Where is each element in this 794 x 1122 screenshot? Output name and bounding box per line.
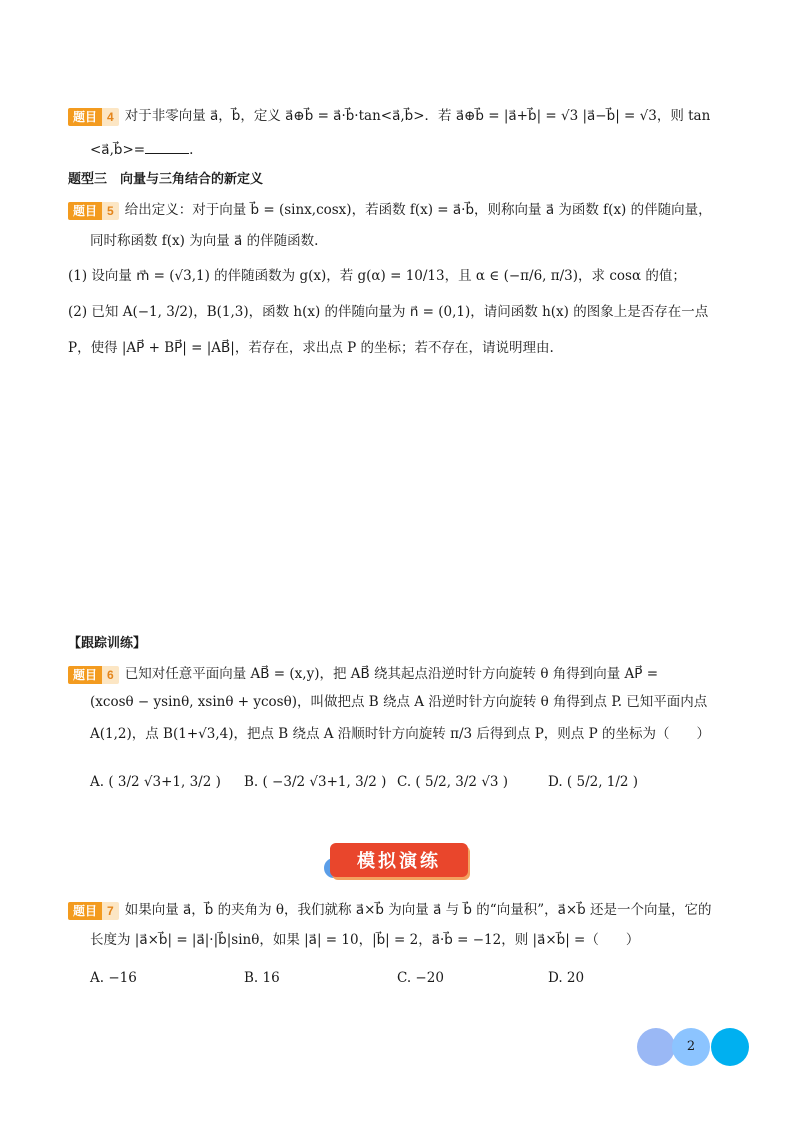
question-tag: 题目 5 [68,202,119,220]
question-4-line1: 对于非零向量 a⃗，b⃗，定义 a⃗⊕b⃗ = a⃗·b⃗·tan<a⃗,b⃗>．若 a⃗⊕b⃗ = |a⃗+b⃗| = √3 |a⃗−b⃗| = √3，则 tan [124,108,711,124]
question-tag: 题目 4 [68,108,119,126]
question-6-line2: (xcosθ − ysinθ, xsinθ + ycosθ)，叫做把点 B 绕点 A 沿逆时针方向旋转 θ 角得到点 P. 已知平面内点 [90,694,708,710]
page-circle-right [711,1028,749,1066]
question-tag: 题目 6 [68,666,119,684]
option-c[interactable]: C. ( 5/2, 3/2 √3 ) [397,774,509,790]
question-6-line1: 已知对任意平面向量 AB⃗ = (x,y)，把 AB⃗ 绕其起点沿逆时针方向旋转 θ 角得到向量 AP⃗ = [124,666,659,682]
question-5-part2-line1: (2) 已知 A(−1, 3/2)，B(1,3)，函数 h(x) 的伴随向量为 n⃗ = (0,1)，请问函数 h(x) 的图象上是否存在一点 [68,304,709,320]
option-b[interactable]: B. ( −3/2 √3+1, 3/2 ) [244,774,387,790]
option-d[interactable]: D. 20 [548,970,585,986]
question-5-part2-line2: P，使得 |AP⃗ + BP⃗| = |AB⃗|，若存在，求出点 P 的坐标；若不存在，请说明理由. [68,340,554,356]
question-5-line2: 同时称函数 f(x) 为向量 a⃗ 的伴随函数. [90,233,319,249]
question-4 [68,106,710,126]
question-5 [68,200,712,220]
practice-banner: 模拟演练 [330,843,468,877]
question-5-part1: (1) 设向量 m⃗ = (√3,1) 的伴随函数为 g(x)，若 g(α) = 10/13，且 α ∈ (−π/6, π/3)，求 cosα 的值； [68,268,686,284]
question-6 [68,664,658,684]
option-a[interactable]: A. −16 [90,970,137,986]
question-tag: 题目 7 [68,902,119,920]
option-c[interactable]: C. −20 [397,970,444,986]
page-number: 2 [686,1039,696,1054]
tracking-heading: 【跟踪训练】 [68,636,147,651]
question-5-line1: 给出定义：对于向量 b⃗ = (sinx,cosx)，若函数 f(x) = a⃗·b⃗，则称向量 a⃗ 为函数 f(x) 的伴随向量， [124,202,712,218]
question-7-line2: 长度为 |a⃗×b⃗| = |a⃗|·|b⃗|sinθ，如果 |a⃗| = 10，|b⃗| = 2，a⃗·b⃗ = −12，则 |a⃗×b⃗| =（ ） [90,932,640,948]
question-4-line2: <a⃗,b⃗>= . [90,142,194,158]
question-6-line3: A(1,2)，点 B(1+√3,4)，把点 B 绕点 A 沿顺时针方向旋转 π/3 后得到点 P，则点 P 的坐标为（ ） [90,726,710,742]
answer-blank[interactable] [145,141,189,154]
option-a[interactable]: A. ( 3/2 √3+1, 3/2 ) [90,774,221,790]
question-7 [68,900,712,920]
section-title: 题型三 向量与三角结合的新定义 [68,172,264,187]
page-circle-left [637,1028,675,1066]
option-b[interactable]: B. 16 [244,970,280,986]
option-d[interactable]: D. ( 5/2, 1/2 ) [548,774,639,790]
question-7-line1: 如果向量 a⃗，b⃗ 的夹角为 θ，我们就称 a⃗×b⃗ 为向量 a⃗ 与 b⃗ 的“向量积”，a⃗×b⃗ 还是一个向量，它的 [124,902,712,918]
